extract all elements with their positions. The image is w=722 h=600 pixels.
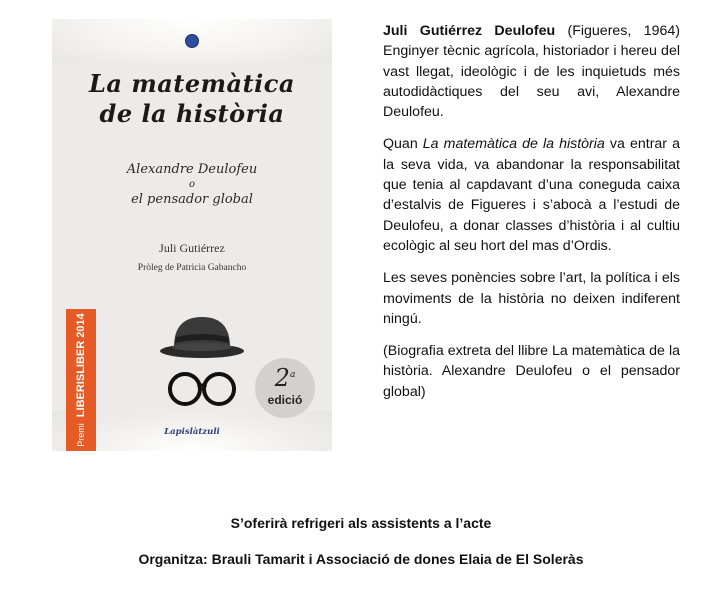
refreshments-notice: S’oferirà refrigeri als assistents a l’acte [230, 515, 492, 531]
book-prolog: Pròleg de Patricia Gabancho [137, 263, 247, 273]
publisher-name: Lapislàtzuli [164, 427, 220, 437]
book-subtitle [92, 160, 292, 210]
author-name: Juli Gutiérrez Deulofeu [383, 23, 556, 39]
book-title-reference: La matemàtica de la història [422, 136, 605, 153]
bio-paragraph-2-text: va entrar a la seva vida, va abandonar la responsabilitat que tenia al capdavant d’una coneguda caixa d’estalvis de Figueres i s’abocà a l’estudi de Deulofeu, a donar classes d’història i al cultiu ecològic al seu hort del mas d’Ordis. [383, 136, 681, 254]
edition-badge [255, 358, 315, 418]
award-name: LIBERISLIBER 2014 [75, 313, 87, 418]
bio-paragraph-2-start: Quan [383, 136, 423, 153]
bio-paragraph-3: Les seves ponències sobre l’art, la política i els moviments de la història no deixen indiferent ningú. [383, 270, 680, 327]
organizer-notice: Organitza: Brauli Tamarit i Associació de dones Elaia de El Soleràs [138, 551, 584, 567]
bowler-hat-glasses-icon [152, 307, 252, 417]
book-title-line1: La matemàtica [89, 69, 295, 98]
book-title [62, 69, 322, 129]
bio-paragraph-4: (Biografia extreta del llibre La matemàtica de la història. Alexandre Deulofeu o el pensador global) [383, 343, 680, 400]
author-biography [383, 21, 680, 414]
book-author: Juli Gutiérrez [159, 241, 225, 255]
edition-superscript: a [289, 370, 296, 380]
edition-number-value: 2 [274, 364, 290, 392]
edition-label: edició [267, 393, 303, 407]
bio-paragraph-1 [383, 21, 680, 122]
publisher-logo-icon [185, 34, 199, 48]
edition-number [255, 362, 315, 391]
book-cover [52, 19, 332, 451]
book-subtitle-line3: el pensador global [131, 192, 253, 207]
bio-paragraph-2 [383, 134, 680, 256]
award-label: Premi [76, 423, 86, 447]
book-subtitle-line2: o [188, 179, 196, 190]
book-title-line2: de la història [99, 99, 285, 128]
bio-paragraph-1-text: (Figueres, 1964) Enginyer tècnic agrícola, historiador i hereu del vast llegat, ideològic i de les inquietuds més autodidàctiques del seu avi, Alexandre Deulofeu. [383, 23, 680, 121]
book-subtitle-line1: Alexandre Deulofeu [126, 162, 258, 177]
